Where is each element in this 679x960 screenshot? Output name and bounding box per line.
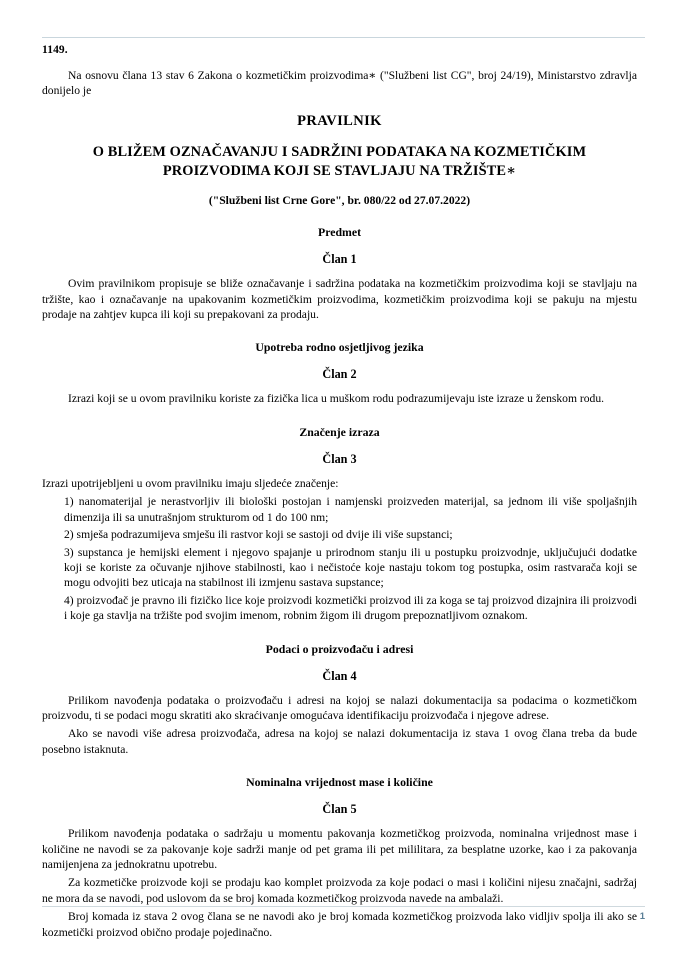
article-heading-clan-1: Član 1 — [322, 252, 357, 267]
official-gazette-reference: ("Službeni list Crne Gore", br. 080/22 od 27.07.2022) — [208, 194, 471, 208]
subject-title: O BLIŽEM OZNAČAVANJU I SADRŽINI PODATAKA NA KOZMETIČKIM PROIZVODIMA KOJI SE STAVLJAJU NA TRŽIŠTE∗ — [92, 143, 587, 179]
list-item-definition-2: 2) smješa podrazumijeva smješu ili rastvor koji se sastoji od dvije ili više supstanci; — [64, 528, 453, 542]
list-item-definition-4: 4) proizvođač je pravno ili fizičko lice koje proizvodi kozmetički proizvod ili za koga se taj proizvod dizajnira ili proizvodi i koje ga stavlja na tržište pod svojim imenom, robnim žigom ili drugom prepoznatljivom oznakom. — [64, 593, 637, 623]
list-item-definition-1: 1) nanomaterijal je nerastvorljiv ili biološki postojan i namjenski proizveden materijal, sa jednom ili više spoljašnjih dimenzija ili sa unutrašnjom strukturom od 1 do 100 nm; — [64, 495, 637, 524]
paragraph-clan-4-2: Ako se navodi više adresa proizvođača, adresa na kojoj se nalazi dokumentacija iz stava 1 ovog člana treba da bude posebno istaknuta. — [42, 727, 637, 756]
paragraph-clan-5-2: Za kozmetičke proizvode koji se prodaju kao komplet proizvoda za koje podaci o masi i količini nijesu značajni, sadržaj ne mora da se navodi, pod uslovom da se broj komada kozmetičkog proizvoda navede na ambalaži. — [42, 876, 637, 905]
paragraph-clan-3-lead: Izrazi upotrijebljeni u ovom pravilniku imaju sljedeće značenje: — [42, 476, 339, 490]
article-heading-clan-2: Član 2 — [322, 367, 357, 382]
paragraph-clan-1-1: Ovim pravilnikom propisuje se bliže označavanje i sadržina podataka na kozmetičkim proizvodima koji se stavljaju na tržište, kao i označavanje na upakovanim kozmetičkim proizvodima, kozmetičkim proizvodima koji se pakuju na mjestu prodaje na zahtjev kupca ili koji su prepakovani za prodaju. — [42, 277, 637, 322]
section-heading-predmet: Predmet — [317, 225, 362, 240]
paragraph-clan-5-1: Prilikom navođenja podataka o sadržaju u momentu pakovanja kozmetičkog proizvoda, nominalna vrijednost mase i količine ne navodi se za pakovanje koje sadrži manje od pet grama ili pet mililitara, za besplatne uzorke, kao i za pakovanja namijenjena za jednokratnu upotrebu. — [42, 827, 637, 871]
paragraph-clan-2-1: Izrazi koji se u ovom pravilniku koriste za fizička lica u muškom rodu podrazumijevaju iste izraze u ženskom rodu. — [68, 392, 605, 406]
document-content — [42, 44, 637, 943]
article-heading-clan-5: Član 5 — [322, 802, 357, 817]
document-number: 1149. — [42, 44, 68, 56]
footer-rule — [42, 906, 645, 907]
section-heading-podaci-o-proizvodjacu: Podaci o proizvođaču i adresi — [265, 641, 414, 656]
list-item-definition-3: 3) supstanca je hemijski element i njegovo spajanje u prirodnom stanju ili u postupku proizvodnje, uključujući dodatke koji se koriste za očuvanje njihove stabilnosti, kao i nečistoće koje nastaju tokom tog postupka, osim rastvarača koji se mogu odvojiti bez uticaja na stabilnost ili izmjenu sastava supstance; — [64, 545, 637, 590]
paragraph-clan-5-3: Broj komada iz stava 2 ovog člana se ne navodi ako je broj komada kozmetičkog proizvoda lako vidljiv spolja ili ako se kozmetički proizvod obično prodaje pojedinačno. — [42, 910, 637, 939]
intro-paragraph: Na osnovu člana 13 stav 6 Zakona o kozmetičkim proizvodima∗ ("Službeni list CG", broj 24/19), Ministarstvo zdravlja donijelo je — [42, 69, 637, 98]
page-number: 1 — [639, 911, 645, 922]
header-rule — [42, 37, 645, 38]
section-heading-znacenje-izraza: Značenje izraza — [299, 424, 380, 439]
paragraph-clan-4-1: Prilikom navođenja podataka o proizvođaču i adresi na kojoj se nalazi dokumentacija sa podacima o kozmetičkom proizvodu, ti se podaci mogu skratiti ako skraćivanje omogućava identifikaciju proizvođača i njegove adrese. — [42, 693, 637, 722]
article-heading-clan-3: Član 3 — [322, 451, 357, 466]
section-heading-nominalna-vrijednost: Nominalna vrijednost mase i količine — [246, 775, 433, 790]
article-heading-clan-4: Član 4 — [322, 668, 357, 683]
main-title: PRAVILNIK — [297, 112, 382, 129]
section-heading-rodno-osjetljivi-jezik: Upotreba rodno osjetljivog jezika — [255, 340, 424, 355]
